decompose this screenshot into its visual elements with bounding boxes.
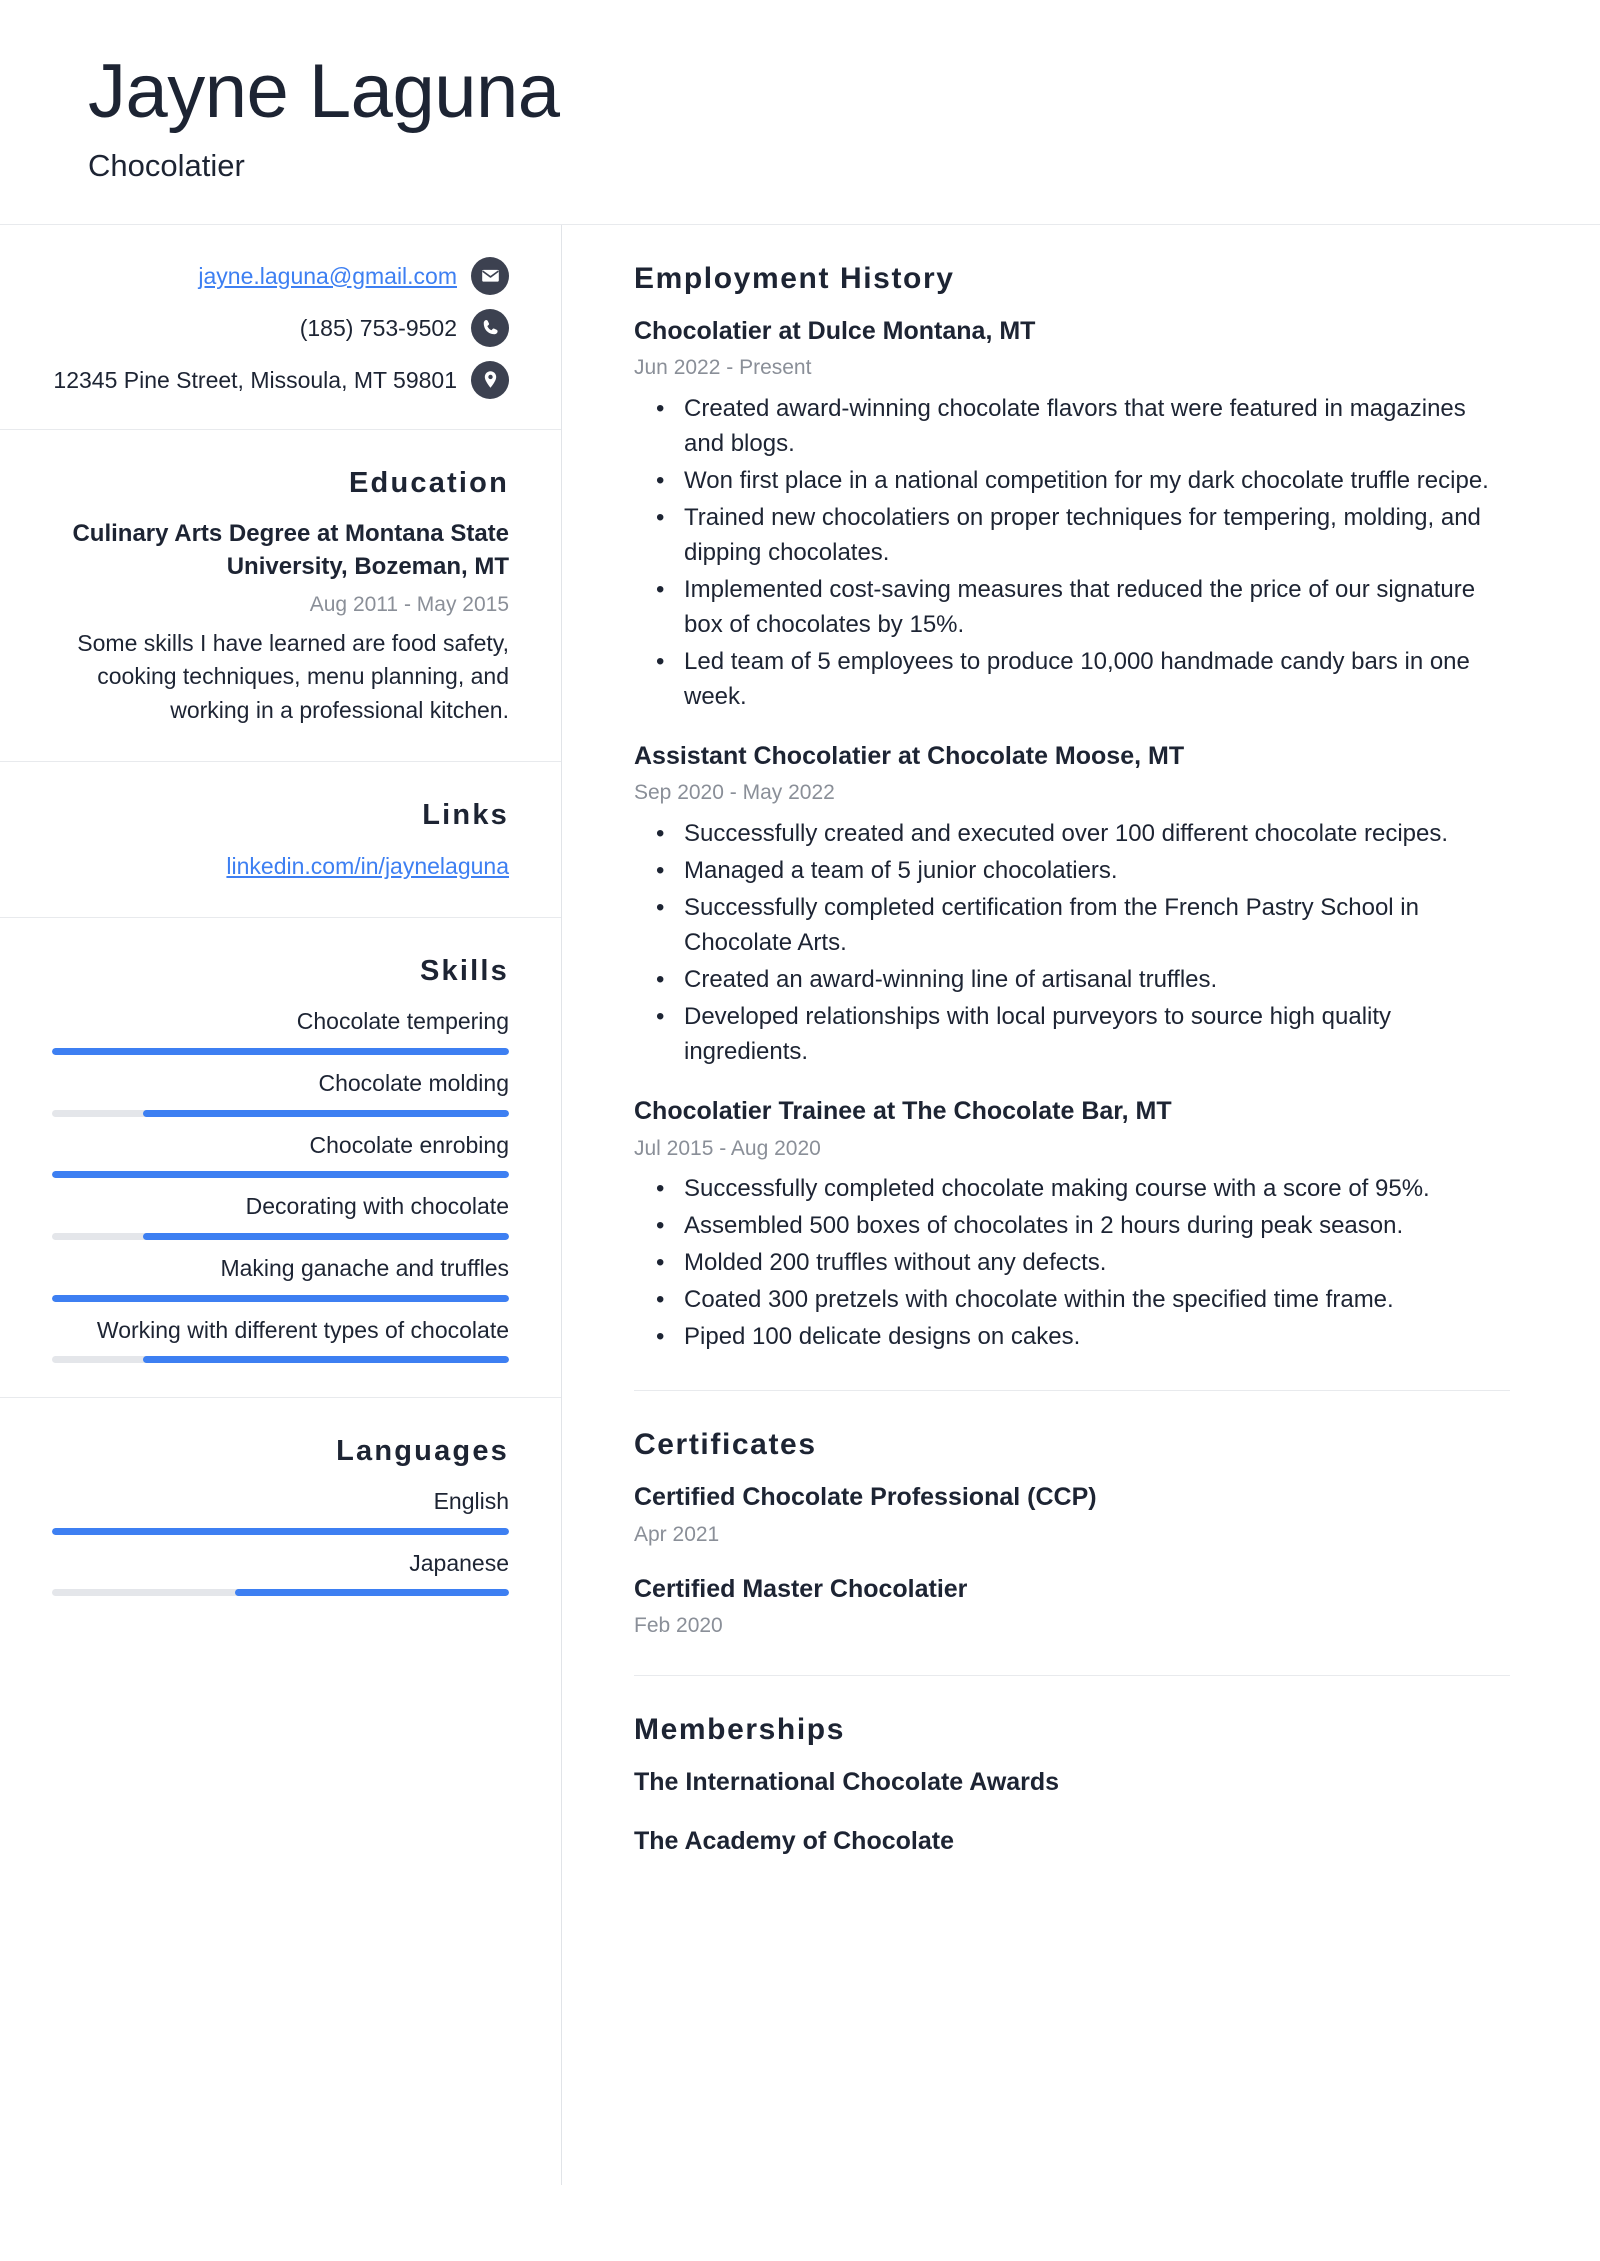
job-bullets	[634, 391, 1510, 714]
language-level-bar	[52, 1528, 509, 1535]
language-level-fill	[52, 1528, 509, 1535]
list-item	[52, 1252, 509, 1302]
list-item: • Led team of 5 employees to produce 10,000 handmade candy bars in one week.	[682, 644, 1510, 714]
language-level-bar	[52, 1589, 509, 1596]
employment-entry	[634, 315, 1510, 714]
skill-label: Decorating with chocolate	[245, 1193, 509, 1220]
linkedin-link[interactable]: linkedin.com/in/jaynelaguna	[226, 852, 509, 879]
job-title-subheading: Chocolatier	[88, 147, 245, 183]
employment-history-heading: Employment History	[634, 261, 955, 295]
skill-level-fill	[143, 1356, 509, 1363]
list-item	[52, 1005, 509, 1055]
list-item	[52, 1485, 509, 1535]
list-item: • Implemented cost-saving measures that reduced the price of our signature box of chocolates by 15%.	[682, 572, 1510, 642]
language-level-fill	[235, 1589, 509, 1596]
contact-row-email[interactable]	[52, 257, 509, 295]
list-item: • Assembled 500 boxes of chocolates in 2 hours during peak season.	[682, 1208, 1510, 1243]
certificates-section	[634, 1391, 1510, 1676]
education-dates: Aug 2011 - May 2015	[309, 592, 509, 616]
contact-row-address	[52, 361, 509, 399]
contact-details-block	[0, 225, 561, 430]
list-item: • Won first place in a national competition for my dark chocolate truffle recipe.	[682, 463, 1510, 498]
list-item: • Managed a team of 5 junior chocolatiers.	[682, 853, 1510, 888]
list-item: • Successfully completed certification from the French Pastry School in Chocolate Arts.	[682, 890, 1510, 960]
employment-history-section	[634, 225, 1510, 1391]
list-item	[52, 1547, 509, 1597]
skill-level-fill	[143, 1233, 509, 1240]
links-heading: Links	[422, 799, 509, 832]
membership-title: The International Chocolate Awards	[634, 1767, 1060, 1796]
skill-level-fill	[143, 1110, 509, 1117]
job-title: Chocolatier Trainee at The Chocolate Bar, MT	[634, 1097, 1172, 1126]
contact-row-phone	[52, 309, 509, 347]
education-heading: Education	[349, 466, 509, 499]
skill-level-fill	[52, 1295, 509, 1302]
certificate-title: Certified Chocolate Professional (CCP)	[634, 1483, 1097, 1512]
list-item: • Coated 300 pretzels with chocolate within the specified time frame.	[682, 1282, 1510, 1317]
skills-block	[0, 918, 561, 1398]
education-entry	[52, 517, 509, 728]
phone-icon	[471, 309, 509, 347]
certificate-entry	[634, 1481, 1510, 1549]
skill-label: Making ganache and truffles	[220, 1254, 509, 1281]
list-item	[52, 1067, 509, 1117]
list-item	[52, 1314, 509, 1364]
sidebar	[0, 225, 562, 2185]
skill-level-bar	[52, 1048, 509, 1055]
address-text: 12345 Pine Street, Missoula, MT 59801	[53, 366, 457, 393]
list-item: • Developed relationships with local purveyors to source high quality ingredients.	[682, 999, 1510, 1069]
education-title: Culinary Arts Degree at Montana State University, Bozeman, MT	[72, 519, 509, 581]
resume-body	[0, 225, 1600, 2185]
skill-level-bar	[52, 1171, 509, 1178]
job-dates: Sep 2020 - May 2022	[634, 781, 835, 805]
education-block	[0, 430, 561, 762]
resume-header	[0, 0, 1600, 225]
languages-heading: Languages	[336, 1435, 509, 1468]
skill-label: Chocolate tempering	[296, 1008, 509, 1035]
list-item	[52, 1129, 509, 1179]
phone-text: (185) 753-9502	[299, 314, 457, 341]
skill-level-bar	[52, 1233, 509, 1240]
links-block	[0, 762, 561, 918]
skill-level-bar	[52, 1356, 509, 1363]
skill-level-fill	[52, 1048, 509, 1055]
list-item: • Successfully completed chocolate making course with a score of 95%.	[682, 1171, 1510, 1206]
list-item: • Molded 200 truffles without any defects.	[682, 1245, 1510, 1280]
membership-entry	[634, 1825, 1510, 1859]
skill-level-bar	[52, 1110, 509, 1117]
employment-entry	[634, 1095, 1510, 1354]
list-item: • Trained new chocolatiers on proper techniques for tempering, molding, and dipping chocolates.	[682, 500, 1510, 570]
certificate-date: Feb 2020	[634, 1614, 723, 1638]
language-label: Japanese	[409, 1549, 509, 1576]
list-item: • Piped 100 delicate designs on cakes.	[682, 1319, 1510, 1354]
main-column	[562, 225, 1600, 2185]
languages-block	[0, 1398, 561, 1630]
certificate-date: Apr 2021	[634, 1522, 720, 1546]
education-description: Some skills I have learned are food safety, cooking techniques, menu planning, and working in a professional kitchen.	[77, 630, 509, 723]
job-title: Chocolatier at Dulce Montana, MT	[634, 316, 1036, 345]
job-dates: Jun 2022 - Present	[634, 356, 812, 380]
list-item: • Created award-winning chocolate flavors that were featured in magazines and blogs.	[682, 391, 1510, 461]
language-label: English	[433, 1487, 509, 1514]
skill-label: Chocolate enrobing	[309, 1131, 509, 1158]
membership-entry	[634, 1766, 1510, 1800]
list-item: • Successfully created and executed over 100 different chocolate recipes.	[682, 816, 1510, 851]
skill-level-bar	[52, 1295, 509, 1302]
skill-label: Chocolate molding	[318, 1069, 509, 1096]
email-text	[198, 257, 457, 293]
skill-level-fill	[52, 1171, 509, 1178]
job-bullets	[634, 1171, 1510, 1354]
list-item	[52, 1190, 509, 1240]
page-title: Jayne Laguna	[88, 49, 560, 134]
list-item	[52, 849, 509, 884]
skills-heading: Skills	[420, 955, 509, 988]
employment-entry	[634, 740, 1510, 1069]
job-bullets	[634, 816, 1510, 1069]
job-title: Assistant Chocolatier at Chocolate Moose, MT	[634, 741, 1185, 770]
location-pin-icon	[471, 361, 509, 399]
membership-title: The Academy of Chocolate	[634, 1827, 954, 1856]
job-dates: Jul 2015 - Aug 2020	[634, 1136, 821, 1160]
envelope-icon	[471, 257, 509, 295]
email-link[interactable]: jayne.laguna@gmail.com	[198, 262, 457, 289]
memberships-heading: Memberships	[634, 1712, 845, 1746]
certificate-title: Certified Master Chocolatier	[634, 1574, 968, 1603]
certificates-heading: Certificates	[634, 1428, 817, 1462]
certificate-entry	[634, 1573, 1510, 1641]
list-item: • Created an award-winning line of artisanal truffles.	[682, 962, 1510, 997]
memberships-section	[634, 1676, 1510, 1893]
skill-label: Working with different types of chocolate	[96, 1316, 509, 1343]
